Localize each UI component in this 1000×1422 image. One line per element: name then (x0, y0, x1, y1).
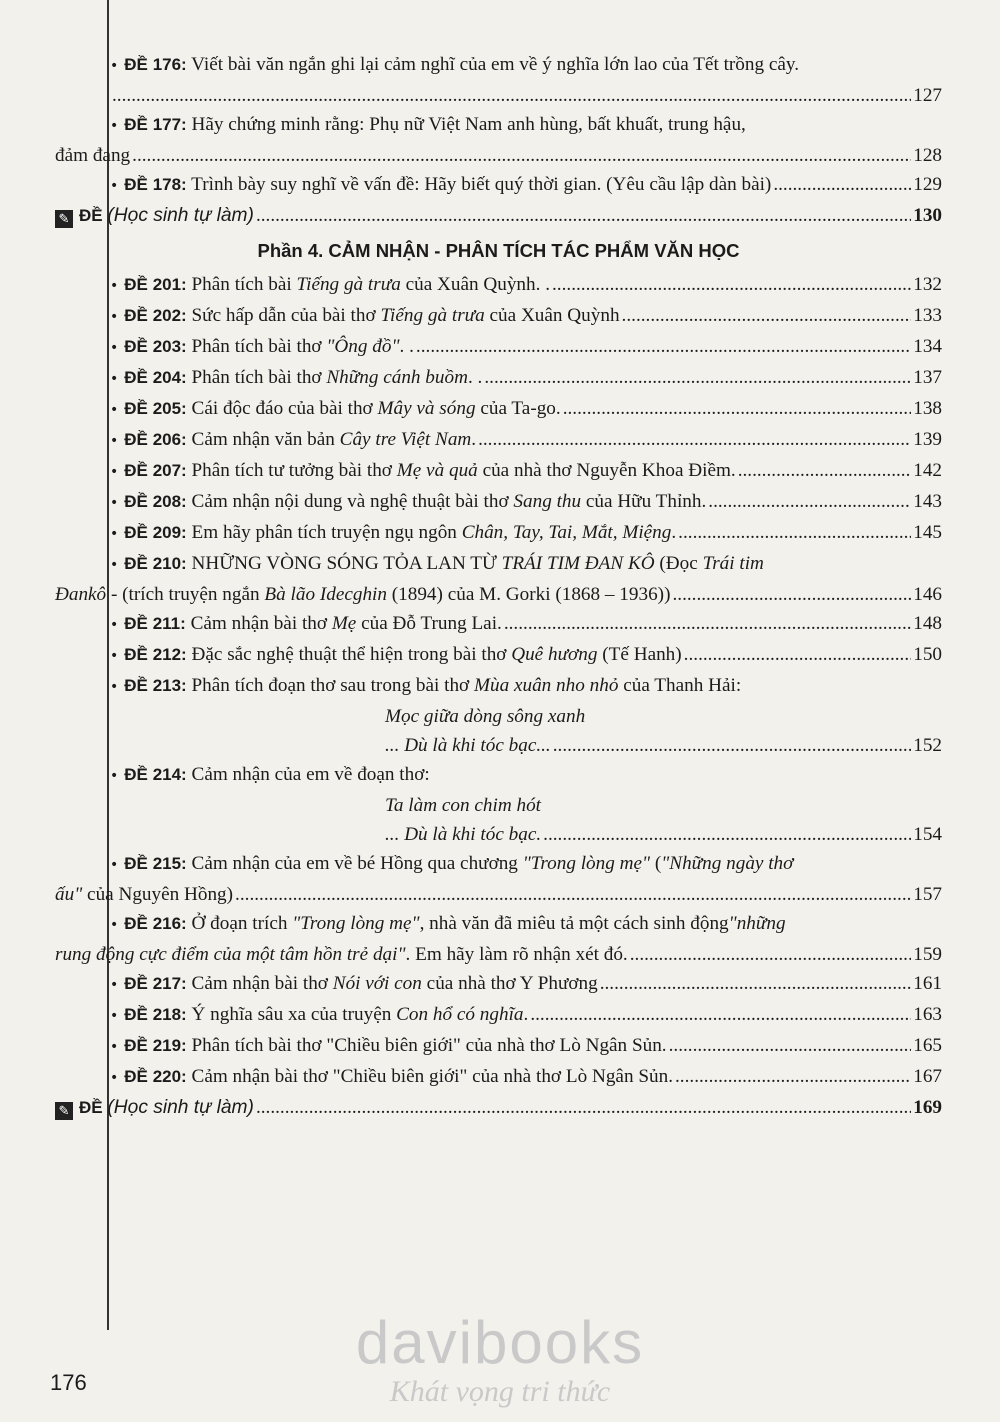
dot-leader (678, 518, 911, 547)
toc-entry-213[interactable] (55, 671, 942, 760)
toc-entry-177[interactable] (55, 110, 942, 170)
page-ref: 130 (913, 205, 942, 226)
toc-entry-219[interactable] (55, 1031, 942, 1062)
entry-number: 218: (152, 1005, 187, 1024)
work-title: Trái tim (702, 553, 764, 574)
entry-text: Viết bài văn ngắn ghi lại cảm nghĩ của em về ý nghĩa lớn lao của Tết trồng cây. (191, 54, 800, 75)
toc-entry-210[interactable] (55, 549, 942, 609)
pencil-icon: ✎ (55, 1102, 73, 1120)
entry-number: 176: (152, 55, 187, 74)
verse-line: ... Dù là khi tóc bạc... (385, 735, 551, 756)
de-label: ĐỀ (124, 614, 148, 633)
toc-entry-204[interactable] (55, 363, 942, 394)
bullet-icon: • (110, 1039, 119, 1055)
entry-text: ( (650, 853, 662, 874)
de-label: ĐỀ (124, 1036, 148, 1055)
entry-text: (Học sinh tự làm) (107, 1097, 254, 1118)
entry-text: - (trích truyện ngắn (106, 584, 265, 605)
de-label: ĐỀ (124, 974, 148, 993)
dot-leader (256, 201, 911, 230)
entry-text: Phân tích đoạn thơ sau trong bài thơ (191, 675, 474, 696)
work-title: Tiếng gà trưa (296, 274, 401, 295)
work-title: Tiếng gà trưa (380, 305, 485, 326)
page-ref: 146 (913, 584, 942, 605)
de-label: ĐỀ (124, 55, 148, 74)
page-ref: 163 (913, 1004, 942, 1025)
entry-text: của Nguyên Hồng) (82, 884, 234, 905)
toc-entry-self-practice[interactable] (55, 201, 942, 230)
entry-text: Phân tích bài (191, 274, 297, 295)
entry-text: Phân tích bài thơ "Chiều biên giới" của nhà thơ Lò Ngân Sủn. (191, 1035, 667, 1056)
quote-text: rung động cực điểm của một tâm hồn trẻ dại" (55, 944, 406, 965)
page-ref: 148 (913, 613, 942, 634)
toc-entry-178[interactable] (55, 170, 942, 201)
de-label: ĐỀ (124, 399, 148, 418)
work-title: Đankô (55, 584, 107, 605)
bullet-icon: • (110, 526, 119, 542)
page-ref: 165 (913, 1035, 942, 1056)
page-ref: 138 (913, 398, 942, 419)
bullet-icon: • (110, 557, 119, 573)
toc-entry-214[interactable] (55, 760, 942, 849)
toc-entry-self-practice[interactable] (55, 1093, 942, 1122)
de-label: ĐỀ (124, 1067, 148, 1086)
work-title: "Trong lòng mẹ" (522, 853, 651, 874)
dot-leader (672, 580, 911, 609)
de-label: ĐỀ (124, 645, 148, 664)
page-ref: 169 (913, 1097, 942, 1118)
entry-text: (1894) của M. Gorki (1868 – 1936)) (386, 584, 671, 605)
bullet-icon: • (110, 495, 119, 511)
entry-text: Ý nghĩa sâu xa của truyện (191, 1004, 397, 1025)
entry-number: 208: (152, 492, 187, 511)
entry-text: . (523, 1004, 529, 1025)
page-ref: 133 (913, 305, 942, 326)
entry-text: Cái độc đáo của bài thơ (191, 398, 378, 419)
page-ref: 152 (913, 735, 942, 756)
bullet-icon: • (110, 340, 119, 356)
page-ref: 145 (913, 522, 942, 543)
entry-number: 213: (152, 676, 187, 695)
bullet-icon: • (110, 178, 119, 194)
bullet-icon: • (110, 917, 119, 933)
entry-number: 220: (152, 1067, 187, 1086)
entry-text: Cảm nhận bài thơ "Chiều biên giới" của nhà thơ Lò Ngân Sủn. (191, 1066, 673, 1087)
entry-text: . (471, 429, 477, 450)
entry-text: Sức hấp dẫn của bài thơ (191, 305, 381, 326)
de-label: ĐỀ (124, 765, 148, 784)
work-title: Con hổ có nghĩa (396, 1004, 524, 1025)
bullet-icon: • (110, 402, 119, 418)
dot-leader (563, 394, 912, 423)
work-title: Mẹ (331, 613, 357, 634)
entry-number: 205: (152, 399, 187, 418)
entry-number: 177: (152, 115, 187, 134)
page-ref: 143 (913, 491, 942, 512)
quote-text: "những (728, 913, 786, 934)
toc-entry-208[interactable] (55, 487, 942, 518)
bullet-icon: • (110, 118, 119, 134)
watermark-brand: davibooks (355, 1309, 645, 1376)
work-title: Bà lão Idecghin (264, 584, 387, 605)
de-label: ĐỀ (124, 554, 148, 573)
page-number: 176 (50, 1370, 87, 1395)
dot-leader (708, 487, 911, 516)
entry-number: 201: (152, 275, 187, 294)
dot-leader (132, 141, 911, 170)
page-ref: 127 (913, 85, 942, 106)
page-ref: 161 (913, 973, 942, 994)
entry-number: 204: (152, 368, 187, 387)
page-ref: 150 (913, 644, 942, 665)
entry-text: Trình bày suy nghĩ về vấn đề: Hãy biết quý thời gian. (Yêu cầu lập dàn bài) (191, 174, 772, 195)
bullet-icon: • (110, 768, 119, 784)
bullet-icon: • (110, 617, 119, 633)
verse-line: Ta làm con chim hót (385, 795, 541, 816)
entry-text: của nhà thơ Y Phương (421, 973, 598, 994)
toc-entry-212[interactable] (55, 640, 942, 671)
entry-text: . (671, 522, 677, 543)
toc-entry-201[interactable] (55, 270, 942, 301)
entry-text: , nhà văn đã miêu tả một cách sinh động (419, 913, 729, 934)
page-ref: 128 (913, 145, 942, 166)
dot-leader (256, 1093, 911, 1122)
dot-leader (484, 363, 911, 392)
entry-text: của Xuân Quỳnh (484, 305, 620, 326)
entry-text: của nhà thơ Nguyễn Khoa Điềm. (477, 460, 736, 481)
section-heading: Phần 4. CẢM NHẬN - PHÂN TÍCH TÁC PHẨM VĂN HỌC (257, 240, 740, 261)
work-title: Chân, Tay, Tai, Mắt, Miệng (461, 522, 672, 543)
entry-text: Cảm nhận của em về bé Hồng qua chương (191, 853, 523, 874)
toc-entry-216[interactable] (55, 909, 942, 969)
bullet-icon: • (110, 648, 119, 664)
de-label: ĐỀ (124, 430, 148, 449)
entry-number: 202: (152, 306, 187, 325)
bullet-icon: • (110, 309, 119, 325)
entry-number: 216: (152, 914, 187, 933)
pencil-icon: ✎ (55, 210, 73, 228)
entry-text: của Thanh Hải: (618, 675, 742, 696)
dot-leader (416, 332, 911, 361)
bullet-icon: • (110, 464, 119, 480)
toc-entry-176[interactable] (55, 50, 942, 110)
entry-text: . Em hãy làm rõ nhận xét đó. (405, 944, 628, 965)
page-ref: 137 (913, 367, 942, 388)
dot-leader (553, 731, 911, 760)
entry-number: 207: (152, 461, 187, 480)
bullet-icon: • (110, 371, 119, 387)
page-ref: 142 (913, 460, 942, 481)
work-title: Mẹ và quả (396, 460, 478, 481)
work-title: "Ông đồ" (326, 336, 400, 357)
de-label: ĐỀ (124, 275, 148, 294)
de-label: ĐỀ (124, 854, 148, 873)
work-title: Những cánh buồm (326, 367, 468, 388)
toc-entry-206[interactable] (55, 425, 942, 456)
bullet-icon: • (110, 679, 119, 695)
dot-leader (600, 969, 912, 998)
bullet-icon: • (110, 433, 119, 449)
bullet-icon: • (110, 857, 119, 873)
entry-text: Cảm nhận bài thơ (190, 613, 332, 634)
entry-number: 214: (152, 765, 187, 784)
entry-text: của Xuân Quỳnh. . (400, 274, 550, 295)
entry-number: 210: (152, 554, 187, 573)
dot-leader (504, 609, 911, 638)
de-label: ĐỀ (124, 115, 148, 134)
de-label: ĐỀ (124, 1005, 148, 1024)
de-label: ĐỀ (124, 461, 148, 480)
work-title: Mây và sóng (377, 398, 476, 419)
bullet-icon: • (110, 278, 119, 294)
page-ref: 167 (913, 1066, 942, 1087)
de-label: ĐỀ (79, 206, 103, 225)
dot-leader (684, 640, 912, 669)
work-title: Mùa xuân nho nhỏ (474, 675, 619, 696)
toc-entry-220[interactable] (55, 1062, 942, 1093)
entry-number: 211: (152, 614, 186, 633)
work-title: "Trong lòng mẹ" (292, 913, 420, 934)
page-ref: 139 (913, 429, 942, 450)
page-ref: 132 (913, 274, 942, 295)
de-label: ĐỀ (124, 676, 148, 695)
toc-entry-203[interactable] (55, 332, 942, 363)
watermark-slogan: Khát vọng tri thức (389, 1375, 611, 1408)
entry-text: Cảm nhận của em về đoạn thơ: (191, 764, 430, 785)
toc-entry-205[interactable] (55, 394, 942, 425)
entry-text: NHỮNG VÒNG SÓNG TỎA LAN TỪ (191, 553, 502, 574)
dot-leader (235, 880, 911, 909)
entry-text: của Hữu Thỉnh. (581, 491, 707, 512)
verse-line: Mọc giữa dòng sông xanh (385, 706, 586, 727)
de-label: ĐỀ (124, 337, 148, 356)
toc-entry-217[interactable] (55, 969, 942, 1000)
entry-text: Hãy chứng minh rằng: Phụ nữ Việt Nam anh hùng, bất khuất, trung hậu, (191, 114, 746, 135)
entry-text: Phân tích bài thơ (191, 367, 327, 388)
work-title: "Những ngày thơ (661, 853, 794, 874)
dot-leader (552, 270, 911, 299)
bullet-icon: • (110, 1070, 119, 1086)
dot-leader (478, 425, 911, 454)
entry-text: . . (467, 367, 483, 388)
work-title: TRÁI TIM ĐAN KÔ (501, 553, 655, 574)
bullet-icon: • (110, 977, 119, 993)
entry-text: Phân tích bài thơ (191, 336, 327, 357)
entry-number: 206: (152, 430, 187, 449)
page-ref: 129 (913, 174, 942, 195)
dot-leader (738, 456, 912, 485)
de-label: ĐỀ (124, 492, 148, 511)
entry-number: 209: (152, 523, 187, 542)
de-label: ĐỀ (124, 914, 148, 933)
work-title: Cây tre Việt Nam (339, 429, 472, 450)
dot-leader (773, 170, 911, 199)
dot-leader (112, 81, 911, 110)
toc-entry-215[interactable] (55, 849, 942, 909)
verse-line: ... Dù là khi tóc bạc. (385, 824, 542, 845)
work-title: Nói với con (332, 973, 422, 994)
de-label: ĐỀ (124, 306, 148, 325)
dot-leader (543, 820, 911, 849)
work-title: Quê hương (511, 644, 598, 665)
toc-entry-218[interactable] (55, 1000, 942, 1031)
page-ref: 154 (913, 824, 942, 845)
work-title: Sang thu (513, 491, 582, 512)
entry-text: (Đọc (654, 553, 703, 574)
entry-text: của Ta-go. (475, 398, 561, 419)
toc-entry-202[interactable] (55, 301, 942, 332)
entry-number: 215: (152, 854, 187, 873)
entry-text: (Học sinh tự làm) (107, 205, 254, 226)
page-ref: 159 (913, 944, 942, 965)
entry-text: Em hãy phân tích truyện ngụ ngôn (191, 522, 462, 543)
bullet-icon: • (110, 58, 119, 74)
entry-number: 212: (152, 645, 187, 664)
entry-number: 219: (152, 1036, 187, 1055)
toc-entry-207[interactable] (55, 456, 942, 487)
de-label: ĐỀ (124, 523, 148, 542)
dot-leader (622, 301, 912, 330)
work-title: ấu" (55, 884, 83, 905)
toc-entry-209[interactable] (55, 518, 942, 549)
de-label: ĐỀ (124, 175, 148, 194)
bullet-icon: • (110, 1008, 119, 1024)
entry-text: Phân tích tư tưởng bài thơ (191, 460, 397, 481)
de-label: ĐỀ (79, 1098, 103, 1117)
dot-leader (630, 940, 911, 969)
entry-number: 203: (152, 337, 187, 356)
page-ref: 157 (913, 884, 942, 905)
page-ref: 134 (913, 336, 942, 357)
entry-number: 178: (152, 175, 187, 194)
entry-text: Cảm nhận nội dung và nghệ thuật bài thơ (191, 491, 514, 512)
de-label: ĐỀ (124, 368, 148, 387)
dot-leader (669, 1031, 912, 1060)
toc-entry-211[interactable] (55, 609, 942, 640)
entry-text: Cảm nhận bài thơ (191, 973, 333, 994)
entry-text: . . (399, 336, 414, 357)
table-of-contents (55, 50, 942, 1122)
entry-number: 217: (152, 974, 187, 993)
entry-text-cont: đảm đang (55, 145, 131, 166)
entry-text: Đặc sắc nghệ thuật thể hiện trong bài thơ (191, 644, 512, 665)
entry-text: (Tế Hanh) (597, 644, 682, 665)
entry-text: của Đỗ Trung Lai. (356, 613, 502, 634)
dot-leader (675, 1062, 911, 1091)
dot-leader (530, 1000, 911, 1029)
entry-text: Ở đoạn trích (191, 913, 293, 934)
entry-text: Cảm nhận văn bản (191, 429, 340, 450)
